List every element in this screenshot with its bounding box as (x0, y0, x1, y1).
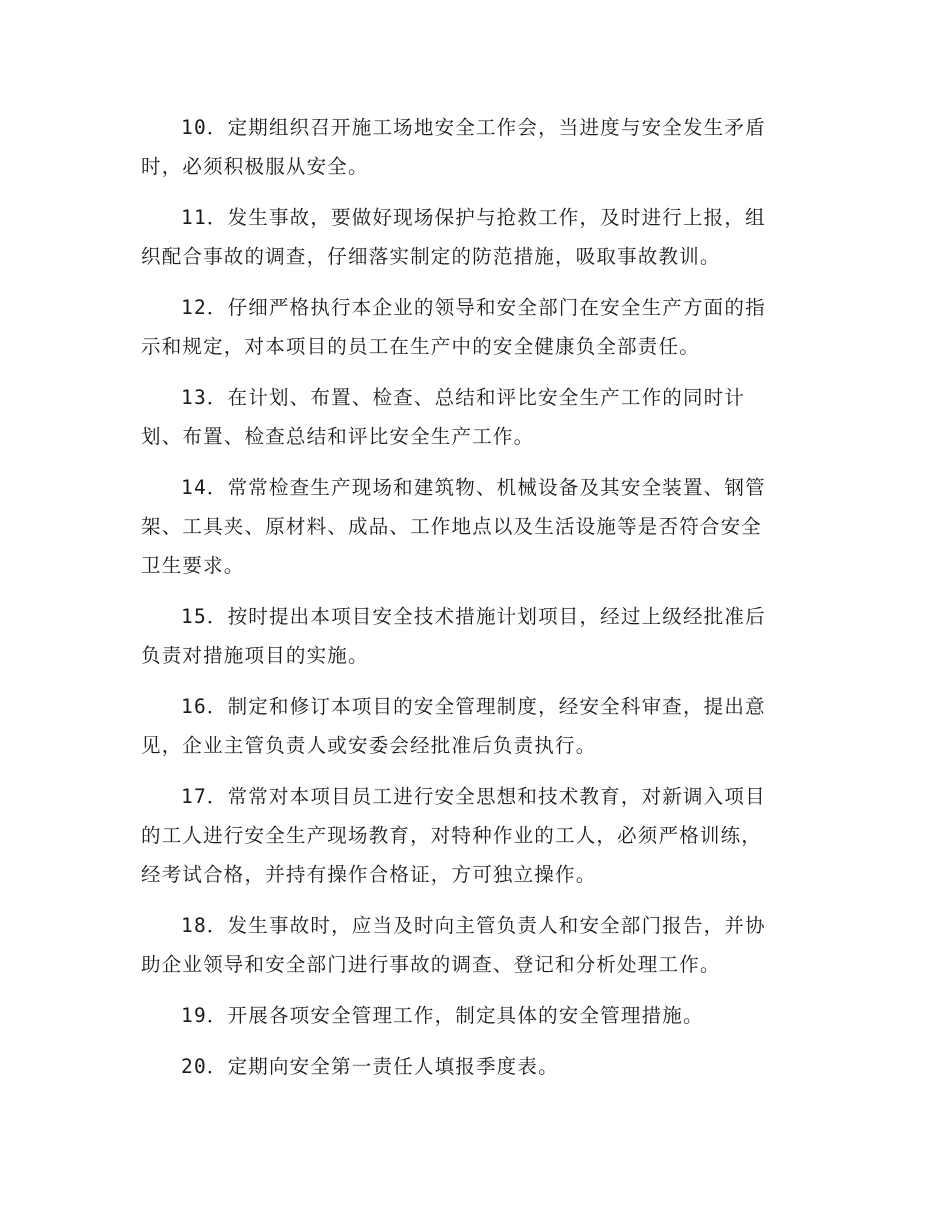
paragraph (141, 1047, 801, 1086)
paragraph-line: 见，企业主管负责人或安委会经批准后负责执行。 (141, 734, 597, 757)
paragraph-line: 卫生要求。 (141, 554, 245, 577)
paragraph-line: 19．开展各项安全管理工作，制定具体的安全管理措施。 (181, 1004, 704, 1027)
paragraph-line: 架、工具夹、原材料、成品、工作地点以及生活设施等是否符合安全 (141, 515, 763, 538)
paragraph (141, 687, 801, 765)
paragraph-line: 助企业领导和安全部门进行事故的调查、登记和分析处理工作。 (141, 953, 721, 976)
paragraph (141, 468, 801, 585)
paragraph-line: 织配合事故的调查，仔细落实制定的防范措施，吸取事故教训。 (141, 245, 721, 268)
paragraph-line: 12．仔细严格执行本企业的领导和安全部门在安全生产方面的指 (181, 296, 766, 319)
paragraph-line: 时，必须积极服从安全。 (141, 155, 369, 178)
paragraph-line: 20．定期向安全第一责任人填报季度表。 (181, 1055, 559, 1078)
paragraph (141, 378, 801, 456)
paragraph (141, 996, 801, 1035)
paragraph (141, 906, 801, 984)
document-body (141, 108, 801, 1098)
paragraph-line: 示和规定，对本项目的员工在生产中的安全健康负全部责任。 (141, 335, 700, 358)
paragraph-line: 经考试合格，并持有操作合格证，方可独立操作。 (141, 863, 597, 886)
paragraph-line: 的工人进行安全生产现场教育，对特种作业的工人，必须严格训练， (141, 824, 763, 847)
paragraph (141, 198, 801, 276)
paragraph (141, 108, 801, 186)
paragraph-line: 15．按时提出本项目安全技术措施计划项目，经过上级经批准后 (181, 605, 766, 628)
paragraph-line: 18．发生事故时，应当及时向主管负责人和安全部门报告，并协 (181, 914, 766, 937)
paragraph-line: 13．在计划、布置、检查、总结和评比安全生产工作的同时计 (181, 386, 746, 409)
paragraph-line: 划、布置、检查总结和评比安全生产工作。 (141, 425, 535, 448)
paragraph-line: 16．制定和修订本项目的安全管理制度，经安全科审查，提出意 (181, 695, 766, 718)
paragraph (141, 288, 801, 366)
paragraph-line: 11．发生事故，要做好现场保护与抢救工作，及时进行上报，组 (181, 206, 766, 229)
paragraph (141, 597, 801, 675)
paragraph-line: 10．定期组织召开施工场地安全工作会，当进度与安全发生矛盾 (181, 116, 766, 139)
paragraph-line: 负责对措施项目的实施。 (141, 644, 369, 667)
paragraph-line: 17．常常对本项目员工进行安全思想和技术教育，对新调入项目 (181, 785, 766, 808)
paragraph (141, 777, 801, 894)
paragraph-line: 14．常常检查生产现场和建筑物、机械设备及其安全装置、钢管 (181, 476, 766, 499)
